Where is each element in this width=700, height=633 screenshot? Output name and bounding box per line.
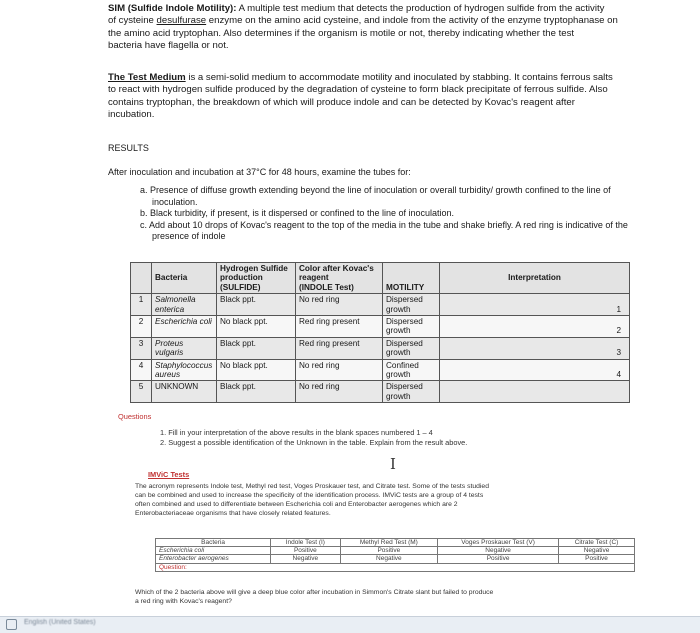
table-header-row bbox=[131, 263, 630, 294]
table-header-motility: MOTILITY bbox=[383, 263, 440, 294]
row-bacteria: UNKNOWN bbox=[152, 381, 217, 403]
after-incubation-text: After inoculation and incubation at 37°C for 48 hours, examine the tubes for: bbox=[108, 167, 411, 177]
imvic-header: Bacteria bbox=[156, 539, 271, 547]
row-indole: Red ring present bbox=[296, 337, 383, 359]
imvic-line: The acronym represents Indole test, Methyl red test, Voges Proskauer test, and Citrate test. Some of the tests studied bbox=[135, 483, 489, 490]
imvic-header-row bbox=[156, 539, 635, 547]
sim-intro-paragraph bbox=[108, 3, 638, 53]
table-header-indole bbox=[296, 263, 383, 294]
header-text: Color after Kovac's bbox=[299, 264, 374, 273]
imvic-cell: Positive bbox=[559, 555, 635, 563]
row-h2s: Black ppt. bbox=[217, 337, 296, 359]
step-item: c. Add about 10 drops of Kovac's reagent to the top of the media in the tube and shake briefly. A red ring is indicative of the presence of indole bbox=[140, 219, 628, 241]
intro-line: bacteria have flagella or not. bbox=[108, 40, 229, 52]
examine-steps-list bbox=[140, 185, 635, 243]
sim-results-table bbox=[130, 262, 630, 403]
row-number: 2 bbox=[131, 316, 152, 338]
step-item: a. Presence of diffuse growth extending beyond the line of inoculation or overall turbidity/ growth confined to the line of inoculation. bbox=[140, 185, 611, 207]
intro-line: enzyme on the amino acid cysteine, and indole from the activity of the enzyme tryptophanase on bbox=[206, 15, 618, 27]
table-header-bacteria: Bacteria bbox=[152, 263, 217, 294]
imvic-line: often combined and used to differentiate between Escherichia coli and Enterobacter aerogenes which are 2 bbox=[135, 501, 458, 508]
imvic-title: IMViC Tests bbox=[148, 470, 190, 479]
imvic-row bbox=[156, 547, 635, 555]
question-item: 2. Suggest a possible identification of the Unknown in the table. Explain from the result above. bbox=[160, 437, 468, 447]
imvic-cell: Positive bbox=[340, 547, 438, 555]
imvic-cell: Enterobacter aerogenes bbox=[156, 555, 271, 563]
imvic-table bbox=[155, 538, 635, 572]
row-h2s: Black ppt. bbox=[217, 294, 296, 316]
header-text: reagent bbox=[299, 273, 329, 283]
header-text: (SULFIDE) bbox=[220, 282, 261, 292]
row-interpretation[interactable] bbox=[440, 381, 630, 403]
row-interpretation[interactable]: 4 bbox=[440, 359, 630, 381]
row-interpretation[interactable]: 2 bbox=[440, 316, 630, 338]
imvic-header: Indole Test (I) bbox=[271, 539, 340, 547]
table-header-h2s bbox=[217, 263, 296, 294]
imvic-line: Enterobacteriaceae organisms that have closely related features. bbox=[135, 510, 331, 517]
questions-label: Questions bbox=[118, 412, 152, 421]
header-text: (INDOLE Test) bbox=[299, 282, 354, 292]
table-header-interpretation: Interpretation bbox=[440, 263, 630, 294]
header-text: production bbox=[220, 273, 263, 283]
results-heading: RESULTS bbox=[108, 143, 149, 153]
row-h2s: No black ppt. bbox=[217, 316, 296, 338]
imvic-header: Voges Proskauer Test (V) bbox=[438, 539, 559, 547]
intro-line: A multiple test medium that detects the production of hydrogen sulfide from the activity bbox=[236, 3, 605, 14]
medium-line: to react with hydrogen sulfide produced by the degradation of cysteine to form black precipitate of ferrous sulfide. Also bbox=[108, 84, 608, 96]
row-indole: No red ring bbox=[296, 381, 383, 403]
final-question-line: Which of the 2 bacteria above will give a deep blue color after incubation in Simmon's Citrate slant but failed to produce bbox=[135, 589, 494, 596]
table-row bbox=[131, 316, 630, 338]
row-motility: Dispersed growth bbox=[383, 337, 440, 359]
row-motility: Dispersed growth bbox=[383, 381, 440, 403]
row-indole: No red ring bbox=[296, 294, 383, 316]
row-interpretation[interactable]: 1 bbox=[440, 294, 630, 316]
row-number: 1 bbox=[131, 294, 152, 316]
imvic-cell: Positive bbox=[271, 547, 340, 555]
medium-line: is a semi-solid medium to accommodate motility and inoculated by stabbing. It contains ferrous salts bbox=[185, 72, 613, 83]
final-question-line: a red ring with Kovac's reagent? bbox=[135, 598, 232, 605]
final-question bbox=[135, 588, 630, 606]
row-interpretation[interactable]: 3 bbox=[440, 337, 630, 359]
row-number: 4 bbox=[131, 359, 152, 381]
table-row bbox=[131, 359, 630, 381]
question-item: 1. Fill in your interpretation of the above results in the blank spaces numbered 1 – 4 bbox=[160, 428, 433, 437]
imvic-line: can be combined and used to increase the specificity of the identification process. IMViC tests are a group of 4 tests bbox=[135, 492, 484, 499]
table-row bbox=[131, 381, 630, 403]
header-text: Hydrogen Sulfide bbox=[220, 264, 288, 273]
status-bar bbox=[0, 616, 700, 633]
row-bacteria: Staphylococcus aureus bbox=[152, 359, 217, 381]
imvic-cell: Negative bbox=[271, 555, 340, 563]
table-row bbox=[131, 337, 630, 359]
medium-title: The Test Medium bbox=[108, 72, 186, 83]
row-number: 3 bbox=[131, 337, 152, 359]
row-motility: Confined growth bbox=[383, 359, 440, 381]
medium-line: incubation. bbox=[108, 109, 155, 121]
imvic-cell: Positive bbox=[438, 555, 559, 563]
row-indole: Red ring present bbox=[296, 316, 383, 338]
row-number: 5 bbox=[131, 381, 152, 403]
language-indicator[interactable]: English (United States) bbox=[24, 619, 96, 626]
row-h2s: No black ppt. bbox=[217, 359, 296, 381]
imvic-question-row bbox=[156, 563, 635, 571]
imvic-cell: Negative bbox=[438, 547, 559, 555]
sim-title: SIM (Sulfide Indole Motility): bbox=[108, 3, 237, 14]
medium-line: contains tryptophan, the breakdown of which will produce indole and can be detected by Kovac's reagent after bbox=[108, 96, 575, 108]
document-page bbox=[100, 0, 645, 632]
row-bacteria: Proteus vulgaris bbox=[152, 337, 217, 359]
imvic-row bbox=[156, 555, 635, 563]
row-motility: Dispersed growth bbox=[383, 294, 440, 316]
text-cursor-icon: I bbox=[390, 455, 396, 473]
step-item: b. Black turbidity, if present, is it dispersed or confined to the line of inoculation. bbox=[140, 208, 455, 218]
imvic-question-label: Question: bbox=[156, 563, 635, 571]
imvic-cell: Escherichia coli bbox=[156, 547, 271, 555]
imvic-cell: Negative bbox=[559, 547, 635, 555]
row-motility: Dispersed growth bbox=[383, 316, 440, 338]
intro-line: of cysteine bbox=[108, 15, 157, 27]
row-bacteria: Salmonella enterica bbox=[152, 294, 217, 316]
row-h2s: Black ppt. bbox=[217, 381, 296, 403]
imvic-header: Citrate Test (C) bbox=[559, 539, 635, 547]
test-medium-paragraph bbox=[108, 72, 638, 122]
enzyme-name: desulfurase bbox=[156, 15, 207, 27]
imvic-paragraph bbox=[135, 482, 630, 518]
imvic-header: Methyl Red Test (M) bbox=[340, 539, 438, 547]
row-indole: No red ring bbox=[296, 359, 383, 381]
document-status-icon[interactable] bbox=[6, 619, 17, 630]
row-bacteria: Escherichia coli bbox=[152, 316, 217, 338]
questions-list bbox=[160, 428, 630, 447]
imvic-cell: Negative bbox=[340, 555, 438, 563]
table-header-num bbox=[131, 263, 152, 294]
table-row bbox=[131, 294, 630, 316]
intro-line: the amino acid tryptophan. Also determines if the organism is motile or not, thereby indicating whether the test bbox=[108, 27, 575, 39]
